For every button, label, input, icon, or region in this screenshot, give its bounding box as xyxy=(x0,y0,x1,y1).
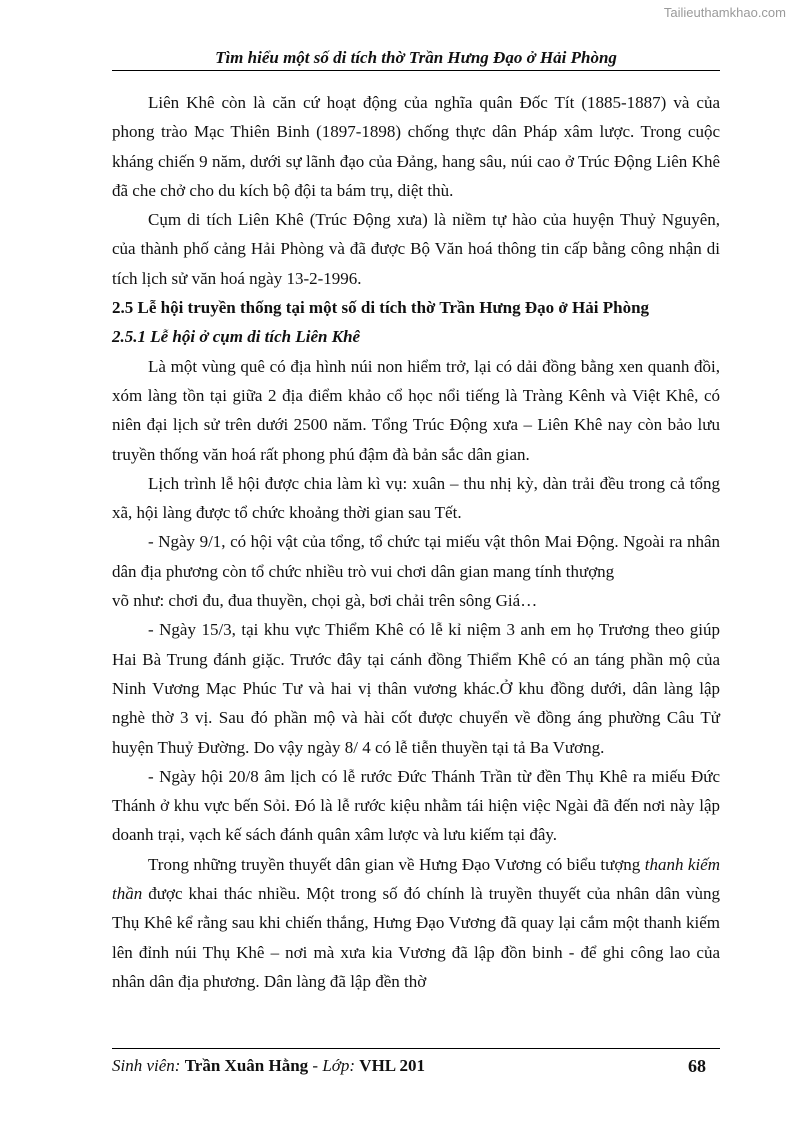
page-body xyxy=(112,88,720,996)
paragraph-4: Lịch trình lễ hội được chia làm kì vụ: xuân – thu nhị kỳ, dàn trải đều trong cả tổng xã, hội làng được tổ chức khoảng thời gian sau Tết. xyxy=(112,473,720,523)
section-heading: 2.5 Lễ hội truyền thống tại một số di tích thờ Trần Hưng Đạo ở Hải Phòng xyxy=(112,298,650,318)
subsection-heading: 2.5.1 Lễ hội ở cụm di tích Liên Khê xyxy=(112,327,361,347)
paragraph-9-part-b: được khai thác nhiều. Một trong số đó chính là truyền thuyết của nhân dân vùng Thụ Khê kể rằng sau khi chiến thắng, Hưng Đạo Vương đã quay lại cắm một thanh kiếm lên đỉnh núi Thụ Khê – nơi mà xưa kia Vương đã lập đồn binh - để ghi công lao của nhân dân địa phương. Dân làng đã lập đền thờ xyxy=(112,884,720,991)
watermark: Tailieuthamkhao.com xyxy=(663,5,786,20)
paragraph-3: Là một vùng quê có địa hình núi non hiểm trở, lại có dải đồng bằng xen quanh đồi, xóm làng tồn tại giữa 2 địa điểm khảo cổ học nổi tiếng là Tràng Kênh và Việt Khê, có niên đại lịch sử trên dưới 2500 năm. Tổng Trúc Động xưa – Liên Khê nay còn bảo lưu truyền thống văn hoá rất phong phú đậm đà bản sắc dân gian. xyxy=(112,356,720,464)
header-divider xyxy=(112,70,720,71)
page-header-title: Tìm hiểu một số di tích thờ Trần Hưng Đạo ở Hải Phòng xyxy=(215,48,617,67)
paragraph-9-part-a: Trong những truyền thuyết dân gian về Hưng Đạo Vương có biểu tượng xyxy=(148,854,645,874)
footer-divider xyxy=(112,1048,720,1049)
student-label: Sinh viên xyxy=(112,1056,175,1075)
paragraph-6: võ như: chơi đu, đua thuyền, chọi gà, bơi chải trên sông Giá… xyxy=(112,591,538,611)
paragraph-7: - Ngày 15/3, tại khu vực Thiểm Khê có lễ kỉ niệm 3 anh em họ Trương theo giúp Hai Bà Trung đánh giặc. Trước đây tại cánh đồng Thiểm Khê có an táng phần mộ của Ninh Vương Mạc Phúc Tư và hai vị thân vương khác.Ở khu đồng dưới, dân làng lập nghè thờ 3 vị. Sau đó phần mộ và hài cốt được chuyển về đồng áng phường Câu Tử huyện Thuỷ Đường. Do vậy ngày 8/ 4 có lễ tiễn thuyền tại tả Ba Vương. xyxy=(112,620,720,757)
page-number: 68 xyxy=(688,1056,706,1076)
page-footer: Sinh viên: Trần Xuân Hằng - Lớp: VHL 201 68 xyxy=(112,1056,706,1076)
paragraph-8: - Ngày hội 20/8 âm lịch có lễ rước Đức Thánh Trần từ đền Thụ Khê ra miếu Đức Thánh ở khu vực bến Sỏi. Đó là lễ rước kiệu nhằm tái hiện việc Ngài đã đến nơi này lập doanh trại, vạch kế sách đánh quân xâm lược và lưu kiếm tại đây. xyxy=(112,766,720,845)
paragraph-9 xyxy=(112,850,720,996)
class-name: VHL 201 xyxy=(359,1056,425,1075)
paragraph-5: - Ngày 9/1, có hội vật của tổng, tổ chức tại miếu vật thôn Mai Động. Ngoài ra nhân dân địa phương còn tổ chức nhiều trò vui chơi dân gian mang tính thượng xyxy=(112,532,720,581)
paragraph-1: Liên Khê còn là căn cứ hoạt động của nghĩa quân Đốc Tít (1885-1887) và của phong trào Mạc Thiên Binh (1897-1898) chống thực dân Pháp xâm lược. Trong cuộc kháng chiến 9 năm, dưới sự lãnh đạo của Đảng, hang sâu, núi cao ở Trúc Động Liên Khê đã che chở cho du kích bộ đội ta bám trụ, diệt thù. xyxy=(112,93,720,200)
paragraph-2: Cụm di tích Liên Khê (Trúc Động xưa) là niềm tự hào của huyện Thuỷ Nguyên, của thành phố cảng Hải Phòng và đã được Bộ Văn hoá thông tin cấp bằng công nhận di tích lịch sử văn hoá ngày 13-2-1996. xyxy=(112,210,720,288)
student-name: Trần Xuân Hằng xyxy=(184,1056,309,1075)
paragraph-9-italic: thanh kiếm thần xyxy=(112,854,720,904)
class-label: Lớp xyxy=(322,1056,350,1075)
